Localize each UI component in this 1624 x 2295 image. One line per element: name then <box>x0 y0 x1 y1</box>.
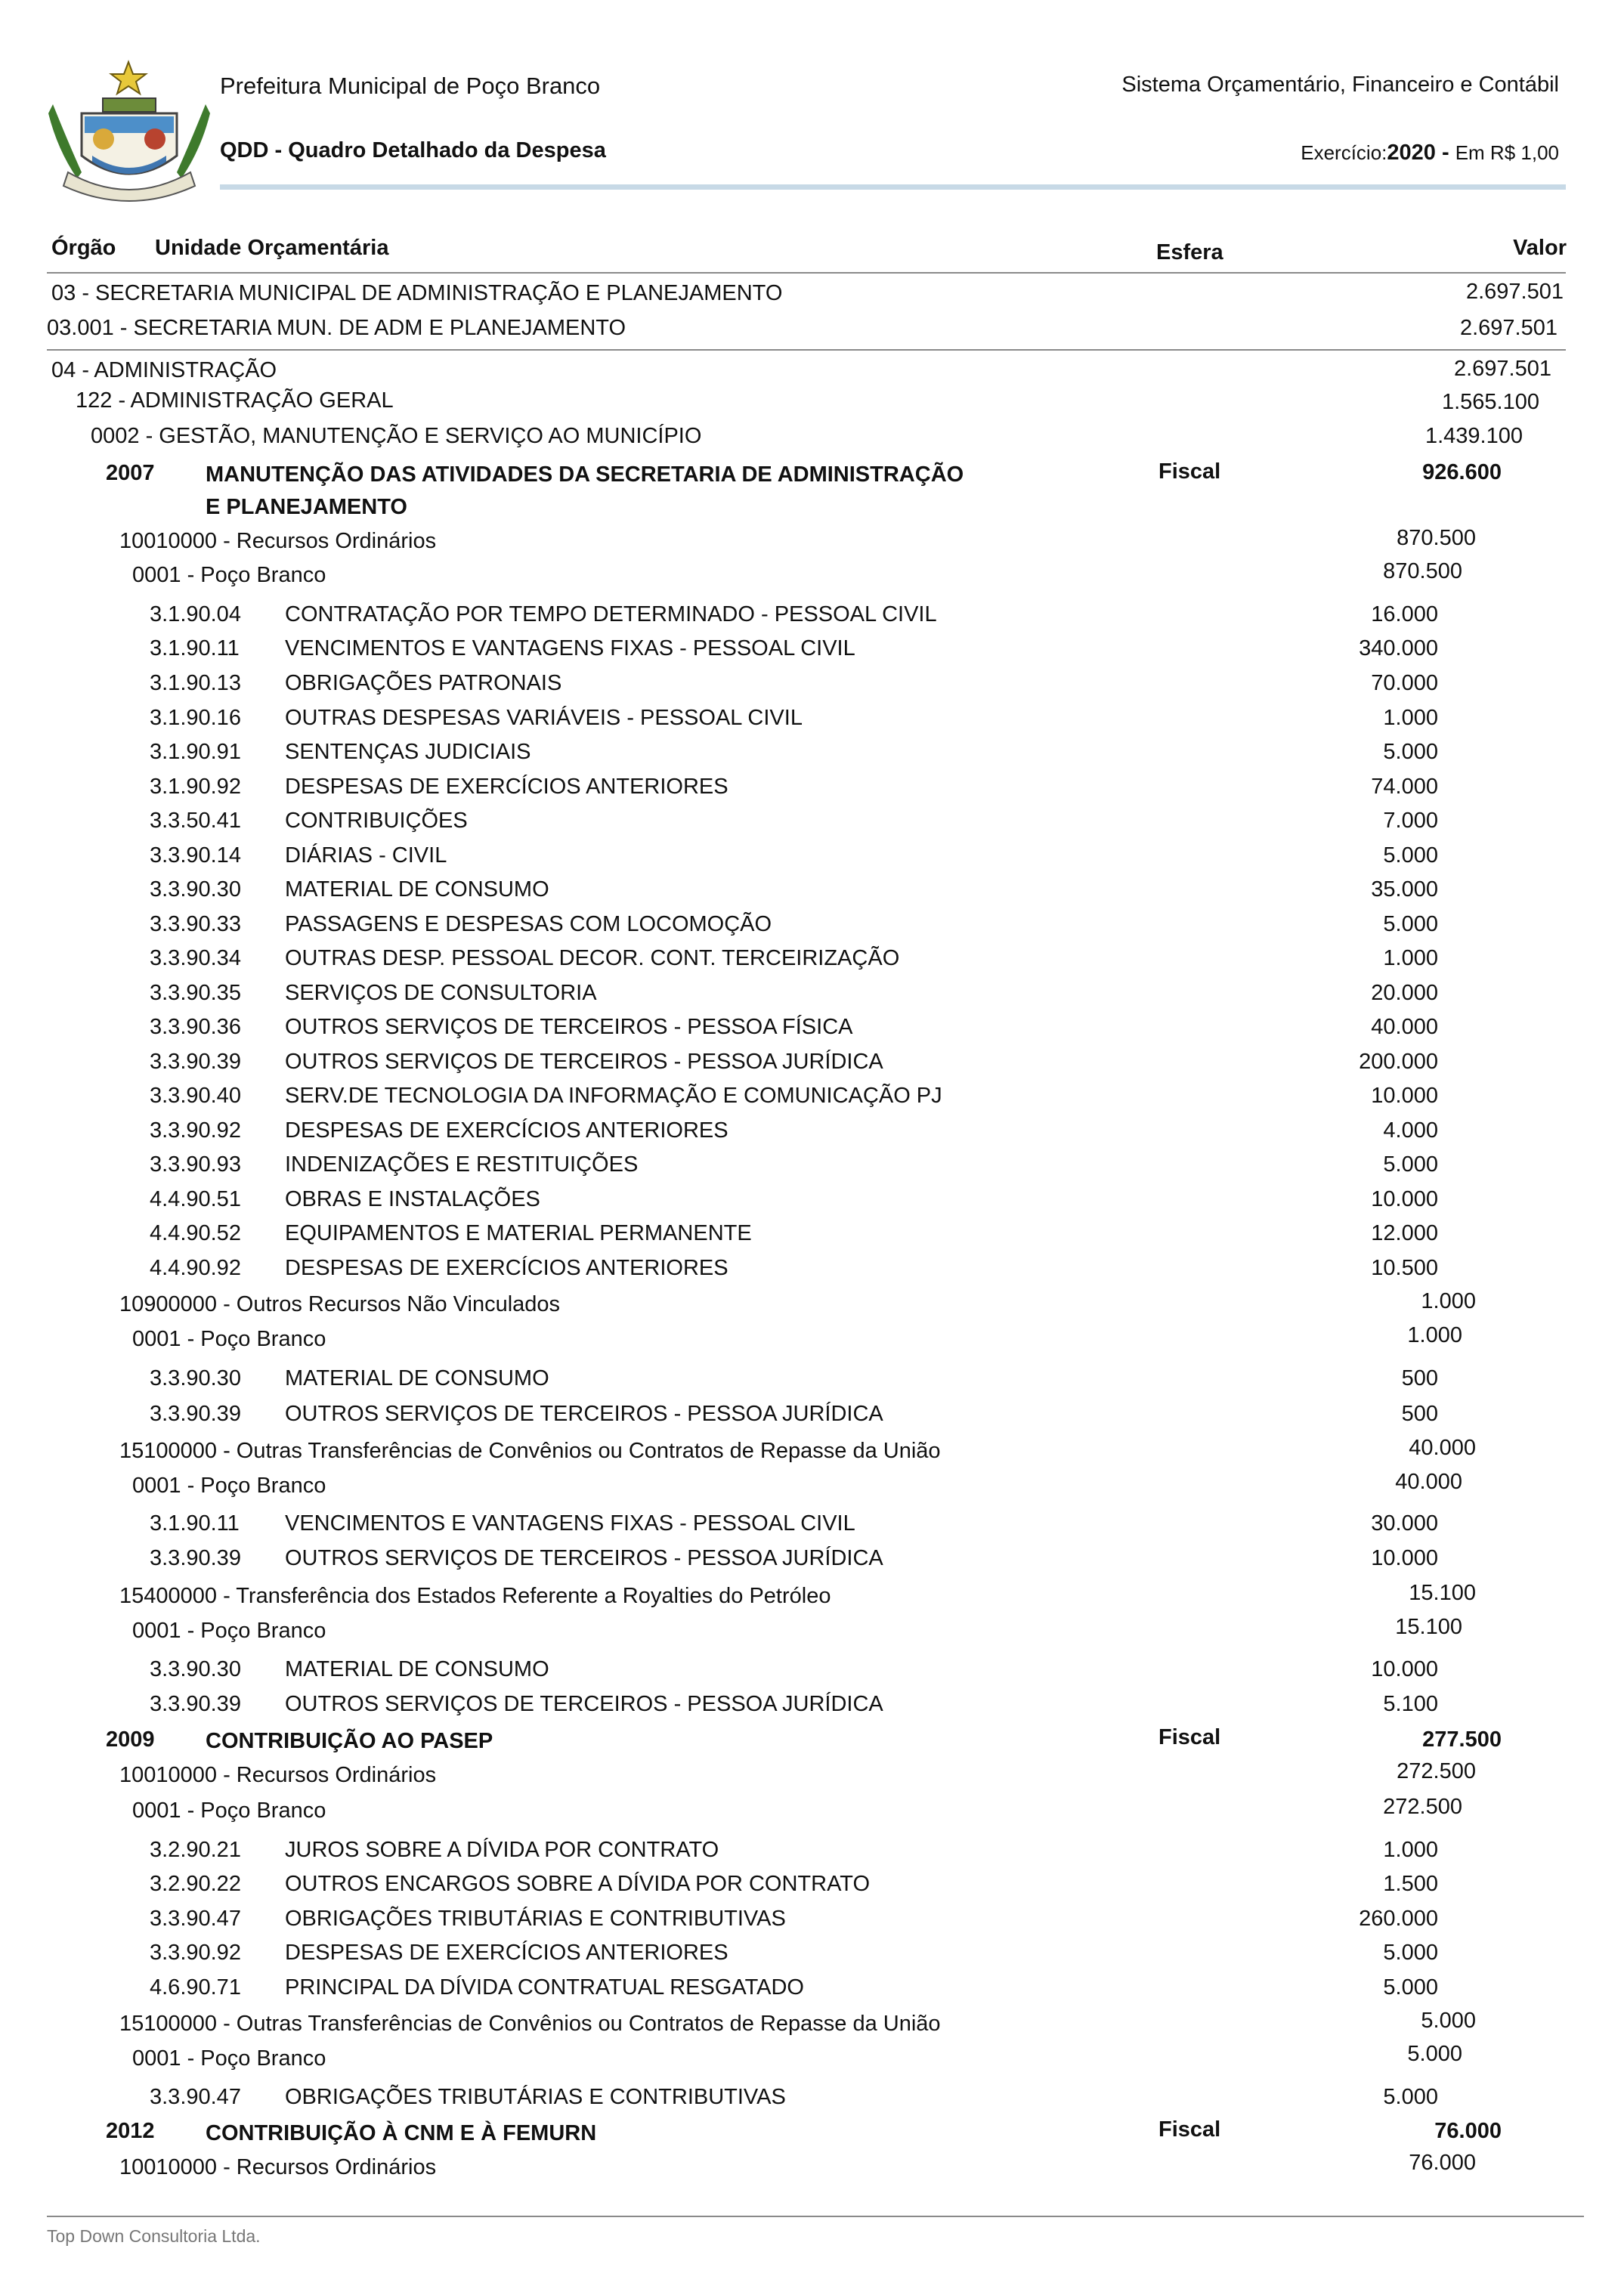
item-description: PASSAGENS E DESPESAS COM LOCOMOÇÃO <box>285 912 772 936</box>
item-description: OUTROS ENCARGOS SOBRE A DÍVIDA POR CONTRATO <box>285 1872 871 1896</box>
item-description: SERV.DE TECNOLOGIA DA INFORMAÇÃO E COMUNICAÇÃO PJ <box>285 1084 942 1108</box>
item-code: 3.1.90.16 <box>150 706 241 730</box>
item-value: 10.000 <box>1371 1546 1438 1570</box>
item-code: 3.3.90.40 <box>150 1084 241 1108</box>
item-description: OBRIGAÇÕES TRIBUTÁRIAS E CONTRIBUTIVAS <box>285 2085 786 2109</box>
item-code: 3.1.90.11 <box>150 1511 240 1536</box>
source-row: 15400000 - Transferência dos Estados Referente a Royalties do Petróleo <box>119 1584 831 1608</box>
footer-rule <box>47 2216 1584 2217</box>
item-code: 4.6.90.71 <box>150 1975 241 2000</box>
source-value: 870.500 <box>1397 526 1476 550</box>
source-row: 10900000 - Outros Recursos Não Vinculados <box>119 1292 561 1316</box>
item-code: 3.3.50.41 <box>150 809 241 833</box>
item-value: 5.000 <box>1383 1152 1438 1177</box>
item-value: 1.500 <box>1383 1872 1438 1896</box>
item-description: OBRAS E INSTALAÇÕES <box>285 1187 540 1211</box>
item-value: 1.000 <box>1383 706 1438 730</box>
unidade-value: 2.697.501 <box>1459 316 1557 340</box>
item-value: 10.000 <box>1371 1187 1438 1211</box>
item-value: 5.000 <box>1383 1941 1438 1965</box>
item-value: 70.000 <box>1371 671 1438 695</box>
item-code: 3.3.90.39 <box>150 1402 241 1426</box>
subfuncao-row: 122 - ADMINISTRAÇÃO GERAL <box>76 388 394 413</box>
item-value: 200.000 <box>1359 1050 1438 1074</box>
item-value: 5.000 <box>1383 740 1438 764</box>
source-row: 10010000 - Recursos Ordinários <box>119 2155 437 2179</box>
item-value: 30.000 <box>1371 1511 1438 1536</box>
source-value: 272.500 <box>1397 1759 1476 1783</box>
item-description: OBRIGAÇÕES PATRONAIS <box>285 671 562 695</box>
action-code: 2009 <box>106 1727 155 1752</box>
footer-company: Top Down Consultoria Ltda. <box>47 2226 261 2246</box>
source-sub-value: 40.000 <box>1395 1470 1462 1494</box>
source-sub-row: 0001 - Poço Branco <box>132 2046 326 2071</box>
item-code: 3.3.90.39 <box>150 1050 241 1074</box>
header-rule <box>220 184 1566 190</box>
system-name: Sistema Orçamentário, Financeiro e Contábil <box>1121 73 1559 97</box>
item-value: 260.000 <box>1359 1907 1438 1931</box>
source-sub-value: 272.500 <box>1383 1795 1462 1819</box>
item-code: 3.3.90.36 <box>150 1015 241 1039</box>
item-description: MATERIAL DE CONSUMO <box>285 1657 549 1681</box>
item-value: 10.000 <box>1371 1657 1438 1681</box>
item-description: DESPESAS DE EXERCÍCIOS ANTERIORES <box>285 1118 728 1143</box>
item-description: OUTRAS DESP. PESSOAL DECOR. CONT. TERCEIRIZAÇÃO <box>285 946 900 970</box>
source-value: 76.000 <box>1409 2151 1476 2175</box>
action-esfera: Fiscal <box>1158 459 1221 484</box>
action-value: 926.600 <box>1422 460 1502 484</box>
column-header-unidade: Unidade Orçamentária <box>155 236 389 260</box>
item-code: 3.3.90.30 <box>150 877 241 902</box>
item-code: 3.3.90.39 <box>150 1546 241 1570</box>
exercicio-year: 2020 <box>1387 141 1436 165</box>
orgao-row: 03 - SECRETARIA MUNICIPAL DE ADMINISTRAÇÃO E PLANEJAMENTO <box>51 281 783 305</box>
item-code: 3.3.90.30 <box>150 1366 241 1390</box>
item-description: OUTROS SERVIÇOS DE TERCEIROS - PESSOA JURÍDICA <box>285 1402 883 1426</box>
item-description: CONTRIBUIÇÕES <box>285 809 468 833</box>
funcao-value: 2.697.501 <box>1453 357 1551 381</box>
source-sub-row: 0001 - Poço Branco <box>132 1799 326 1823</box>
item-description: SERVIÇOS DE CONSULTORIA <box>285 981 597 1005</box>
item-code: 3.2.90.21 <box>150 1838 241 1862</box>
item-value: 5.000 <box>1383 912 1438 936</box>
source-row: 10010000 - Recursos Ordinários <box>119 529 437 553</box>
unidade-rule <box>47 349 1566 351</box>
source-row: 15100000 - Outras Transferências de Convênios ou Contratos de Repasse da União <box>119 2012 941 2036</box>
programa-value: 1.439.100 <box>1424 424 1523 448</box>
item-description: OUTROS SERVIÇOS DE TERCEIROS - PESSOA JURÍDICA <box>285 1546 883 1570</box>
item-value: 40.000 <box>1371 1015 1438 1039</box>
item-value: 5.100 <box>1383 1692 1438 1716</box>
item-code: 4.4.90.51 <box>150 1187 241 1211</box>
item-description: MATERIAL DE CONSUMO <box>285 1366 549 1390</box>
item-value: 1.000 <box>1383 946 1438 970</box>
action-code: 2007 <box>106 461 155 485</box>
item-code: 3.3.90.34 <box>150 946 241 970</box>
source-value: 5.000 <box>1421 2009 1476 2033</box>
source-value: 40.000 <box>1409 1436 1476 1460</box>
item-description: VENCIMENTOS E VANTAGENS FIXAS - PESSOAL CIVIL <box>285 636 855 660</box>
item-value: 12.000 <box>1371 1221 1438 1245</box>
source-sub-value: 5.000 <box>1407 2042 1462 2066</box>
item-value: 5.000 <box>1383 2085 1438 2109</box>
municipal-crest-logo <box>47 59 212 203</box>
source-sub-value: 870.500 <box>1383 559 1462 583</box>
action-value: 277.500 <box>1422 1727 1502 1752</box>
item-value: 500 <box>1401 1402 1438 1426</box>
source-sub-row: 0001 - Poço Branco <box>132 1619 326 1643</box>
item-value: 5.000 <box>1383 1975 1438 2000</box>
exercicio-label: Exercício: <box>1301 141 1387 164</box>
column-header-esfera: Esfera <box>1156 240 1223 264</box>
action-title-continued: E PLANEJAMENTO <box>206 495 407 519</box>
column-header-orgao: Órgão <box>51 236 116 260</box>
item-value: 500 <box>1401 1366 1438 1390</box>
programa-row: 0002 - GESTÃO, MANUTENÇÃO E SERVIÇO AO MUNICÍPIO <box>91 424 702 448</box>
item-code: 3.3.90.33 <box>150 912 241 936</box>
item-code: 3.3.90.92 <box>150 1941 241 1965</box>
item-value: 340.000 <box>1359 636 1438 660</box>
item-description: PRINCIPAL DA DÍVIDA CONTRATUAL RESGATADO <box>285 1975 804 2000</box>
item-description: OBRIGAÇÕES TRIBUTÁRIAS E CONTRIBUTIVAS <box>285 1907 786 1931</box>
item-code: 3.3.90.92 <box>150 1118 241 1143</box>
funcao-row: 04 - ADMINISTRAÇÃO <box>51 358 277 382</box>
item-code: 3.3.90.14 <box>150 843 241 868</box>
item-code: 3.1.90.13 <box>150 671 241 695</box>
item-code: 3.3.90.47 <box>150 1907 241 1931</box>
organization-name: Prefeitura Municipal de Poço Branco <box>220 73 601 99</box>
source-value: 1.000 <box>1421 1289 1476 1313</box>
item-code: 3.3.90.93 <box>150 1152 241 1177</box>
item-value: 4.000 <box>1383 1118 1438 1143</box>
action-title: MANUTENÇÃO DAS ATIVIDADES DA SECRETARIA DE ADMINISTRAÇÃO <box>206 462 964 487</box>
source-sub-row: 0001 - Poço Branco <box>132 1327 326 1351</box>
item-value: 20.000 <box>1371 981 1438 1005</box>
item-value: 16.000 <box>1371 602 1438 626</box>
item-description: INDENIZAÇÕES E RESTITUIÇÕES <box>285 1152 639 1177</box>
item-description: DESPESAS DE EXERCÍCIOS ANTERIORES <box>285 1256 728 1280</box>
item-value: 10.000 <box>1371 1084 1438 1108</box>
item-description: EQUIPAMENTOS E MATERIAL PERMANENTE <box>285 1221 752 1245</box>
exercicio-separator: - <box>1435 141 1455 165</box>
item-description: OUTRAS DESPESAS VARIÁVEIS - PESSOAL CIVIL <box>285 706 803 730</box>
source-row: 10010000 - Recursos Ordinários <box>119 1763 437 1787</box>
action-esfera: Fiscal <box>1158 1725 1221 1749</box>
item-code: 4.4.90.52 <box>150 1221 241 1245</box>
item-description: OUTROS SERVIÇOS DE TERCEIROS - PESSOA JURÍDICA <box>285 1692 883 1716</box>
subfuncao-value: 1.565.100 <box>1441 390 1539 414</box>
currency-unit: Em R$ 1,00 <box>1455 141 1559 164</box>
column-header-valor: Valor <box>1513 236 1567 260</box>
exercicio-info <box>1301 141 1559 165</box>
item-description: SENTENÇAS JUDICIAIS <box>285 740 531 764</box>
column-header-rule <box>47 272 1566 274</box>
item-value: 5.000 <box>1383 843 1438 868</box>
action-esfera: Fiscal <box>1158 2117 1221 2142</box>
source-sub-row: 0001 - Poço Branco <box>132 1474 326 1498</box>
item-code: 3.1.90.92 <box>150 775 241 799</box>
report-title: QDD - Quadro Detalhado da Despesa <box>220 138 606 162</box>
item-value: 74.000 <box>1371 775 1438 799</box>
item-description: JUROS SOBRE A DÍVIDA POR CONTRATO <box>285 1838 719 1862</box>
item-description: VENCIMENTOS E VANTAGENS FIXAS - PESSOAL CIVIL <box>285 1511 855 1536</box>
item-code: 3.3.90.35 <box>150 981 241 1005</box>
item-description: DESPESAS DE EXERCÍCIOS ANTERIORES <box>285 775 728 799</box>
item-code: 3.1.90.11 <box>150 636 240 660</box>
item-value: 10.500 <box>1371 1256 1438 1280</box>
item-description: DIÁRIAS - CIVIL <box>285 843 447 868</box>
source-sub-value: 15.100 <box>1395 1615 1462 1639</box>
item-value: 35.000 <box>1371 877 1438 902</box>
item-description: OUTROS SERVIÇOS DE TERCEIROS - PESSOA FÍSICA <box>285 1015 853 1039</box>
source-value: 15.100 <box>1409 1581 1476 1605</box>
item-description: CONTRATAÇÃO POR TEMPO DETERMINADO - PESSOAL CIVIL <box>285 602 937 626</box>
item-code: 3.2.90.22 <box>150 1872 241 1896</box>
item-code: 3.1.90.91 <box>150 740 241 764</box>
item-code: 4.4.90.92 <box>150 1256 241 1280</box>
action-value: 76.000 <box>1434 2119 1502 2143</box>
action-code: 2012 <box>106 2119 155 2143</box>
source-row: 15100000 - Outras Transferências de Convênios ou Contratos de Repasse da União <box>119 1439 941 1463</box>
source-sub-value: 1.000 <box>1407 1323 1462 1347</box>
item-code: 3.1.90.04 <box>150 602 241 626</box>
item-code: 3.3.90.30 <box>150 1657 241 1681</box>
item-value: 1.000 <box>1383 1838 1438 1862</box>
action-title: CONTRIBUIÇÃO À CNM E À FEMURN <box>206 2121 597 2145</box>
unidade-row: 03.001 - SECRETARIA MUN. DE ADM E PLANEJAMENTO <box>47 316 626 340</box>
item-code: 3.3.90.39 <box>150 1692 241 1716</box>
item-description: MATERIAL DE CONSUMO <box>285 877 549 902</box>
item-description: OUTROS SERVIÇOS DE TERCEIROS - PESSOA JURÍDICA <box>285 1050 883 1074</box>
item-description: DESPESAS DE EXERCÍCIOS ANTERIORES <box>285 1941 728 1965</box>
source-sub-row: 0001 - Poço Branco <box>132 563 326 587</box>
item-code: 3.3.90.47 <box>150 2085 241 2109</box>
item-value: 7.000 <box>1383 809 1438 833</box>
action-title: CONTRIBUIÇÃO AO PASEP <box>206 1729 493 1753</box>
orgao-value: 2.697.501 <box>1465 280 1564 304</box>
